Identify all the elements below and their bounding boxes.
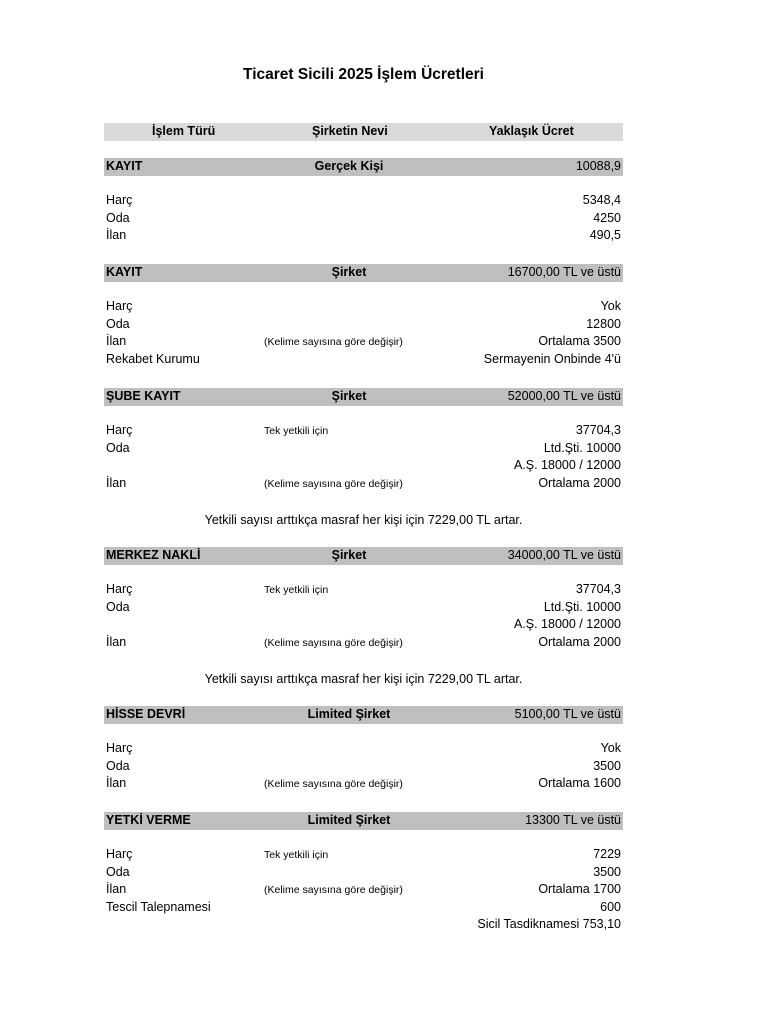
section-rows: [104, 193, 623, 246]
fee-note: (Kelime sayısına göre değişir): [264, 336, 403, 349]
fee-value: Ltd.Şti. 10000: [543, 440, 621, 455]
section-name: MERKEZ NAKLİ: [106, 548, 201, 562]
section-header-bar: [104, 812, 623, 830]
fee-label: Oda: [106, 758, 130, 773]
section-footnote: Yetkili sayısı arttıkça masraf her kişi için 7229,00 TL artar.: [204, 513, 523, 527]
fee-note: (Kelime sayısına göre değişir): [264, 477, 403, 490]
section-company-type: Şirket: [331, 548, 367, 562]
fee-value: Ortalama 2000: [538, 634, 621, 649]
page-title: Ticaret Sicili 2025 İşlem Ücretleri: [243, 66, 484, 83]
fee-row: [104, 776, 623, 794]
section-name: YETKİ VERME: [106, 813, 191, 827]
fee-label: İlan: [106, 776, 127, 791]
section-total-fee: 13300 TL ve üstü: [525, 813, 621, 827]
fee-value: 490,5: [589, 228, 621, 243]
section-header-bar: [104, 158, 623, 176]
fee-value: A.Ş. 18000 / 12000: [513, 458, 621, 473]
fee-label: Harç: [106, 582, 133, 596]
fee-value: Ltd.Şti. 10000: [543, 599, 621, 614]
fee-value: 37704,3: [575, 582, 621, 596]
section-name: ŞUBE KAYIT: [106, 389, 181, 403]
fee-row: [104, 299, 623, 317]
fee-section: [104, 547, 623, 652]
fee-note: (Kelime sayısına göre değişir): [264, 884, 403, 897]
section-header-bar: [104, 706, 623, 724]
fee-label: Rekabet Kurumu: [106, 351, 200, 366]
section-rows: [104, 299, 623, 369]
fee-label: Harç: [106, 741, 133, 755]
section-total-fee: 5100,00 TL ve üstü: [514, 707, 621, 721]
section-name: KAYIT: [106, 159, 143, 173]
fee-value: 12800: [586, 316, 621, 331]
fee-row: [104, 211, 623, 229]
fee-value: Yok: [600, 741, 621, 755]
fee-value: 7229: [593, 847, 621, 861]
section-company-type: Gerçek Kişi: [314, 159, 384, 173]
fee-value: Yok: [600, 299, 621, 313]
fee-row: [104, 600, 623, 618]
fee-label: Harç: [106, 847, 133, 861]
fee-value: Sermayenin Onbinde 4'ü: [483, 351, 621, 366]
fee-value: Ortalama 3500: [538, 334, 621, 349]
fee-label: Harç: [106, 193, 133, 207]
fee-row: [104, 847, 623, 865]
section-company-type: Şirket: [331, 389, 367, 403]
fee-value: Sicil Tasdiknamesi 753,10: [477, 917, 621, 932]
fee-section: [104, 706, 623, 794]
fee-note: (Kelime sayısına göre değişir): [264, 778, 403, 791]
section-footnote: Yetkili sayısı arttıkça masraf her kişi için 7229,00 TL artar.: [204, 672, 523, 686]
section-header-bar: [104, 388, 623, 406]
fee-value: Ortalama 2000: [538, 475, 621, 490]
fee-row: [104, 865, 623, 883]
fee-value: Ortalama 1700: [538, 882, 621, 897]
fee-row: [104, 617, 623, 635]
section-total-fee: 16700,00 TL ve üstü: [507, 265, 621, 279]
fee-label: Harç: [106, 299, 133, 313]
fee-row: [104, 317, 623, 335]
header-col-company-type: Şirketin Nevi: [312, 124, 388, 138]
section-total-fee: 34000,00 TL ve üstü: [507, 548, 621, 562]
fee-row: [104, 741, 623, 759]
fee-section: [104, 264, 623, 369]
header-col-operation: İşlem Türü: [152, 124, 216, 138]
fee-label: Oda: [106, 316, 130, 331]
section-company-type: Limited Şirket: [307, 813, 391, 827]
section-total-fee: 10088,9: [575, 159, 621, 173]
fee-label: Oda: [106, 599, 130, 614]
fee-section: [104, 158, 623, 246]
fee-row: [104, 917, 623, 935]
fee-note: (Kelime sayısına göre değişir): [264, 636, 403, 649]
fee-label: Oda: [106, 864, 130, 879]
fee-value: 4250: [593, 210, 621, 225]
fee-label: İlan: [106, 334, 127, 349]
fee-label: İlan: [106, 228, 127, 243]
fee-section: [104, 388, 623, 493]
fee-row: [104, 582, 623, 600]
fee-value: 3500: [593, 758, 621, 773]
section-company-type: Limited Şirket: [307, 707, 391, 721]
section-total-fee: 52000,00 TL ve üstü: [507, 389, 621, 403]
fee-row: [104, 193, 623, 211]
fee-row: [104, 759, 623, 777]
fee-row: [104, 441, 623, 459]
section-rows: [104, 423, 623, 493]
fee-label: İlan: [106, 634, 127, 649]
fee-row: [104, 334, 623, 352]
fee-row: [104, 635, 623, 653]
section-name: KAYIT: [106, 265, 143, 279]
fee-note: Tek yetkili için: [264, 425, 329, 437]
fee-row: [104, 882, 623, 900]
fee-value: 37704,3: [575, 423, 621, 437]
section-rows: [104, 741, 623, 794]
section-rows: [104, 582, 623, 652]
fee-value: Ortalama 1600: [538, 776, 621, 791]
fee-label: İlan: [106, 475, 127, 490]
fee-label: Oda: [106, 210, 130, 225]
fee-note: Tek yetkili için: [264, 584, 329, 596]
fee-label: Oda: [106, 440, 130, 455]
fee-row: [104, 458, 623, 476]
header-col-fee: Yaklaşık Ücret: [489, 124, 574, 138]
fee-label: İlan: [106, 882, 127, 897]
section-name: HİSSE DEVRİ: [106, 707, 186, 721]
section-header-bar: [104, 264, 623, 282]
fee-value: 5348,4: [582, 193, 621, 207]
fee-row: [104, 228, 623, 246]
fee-row: [104, 476, 623, 494]
section-company-type: Şirket: [331, 265, 367, 279]
fee-section: [104, 812, 623, 935]
fee-label: Tescil Talepnamesi: [106, 899, 211, 914]
fee-value: 600: [600, 899, 621, 914]
fee-label: Harç: [106, 423, 133, 437]
fee-note: Tek yetkili için: [264, 849, 329, 861]
fee-row: [104, 352, 623, 370]
fee-row: [104, 423, 623, 441]
fee-value: A.Ş. 18000 / 12000: [513, 617, 621, 632]
fee-value: 3500: [593, 864, 621, 879]
section-rows: [104, 847, 623, 935]
table-header: [104, 123, 623, 141]
fee-row: [104, 900, 623, 918]
section-header-bar: [104, 547, 623, 565]
